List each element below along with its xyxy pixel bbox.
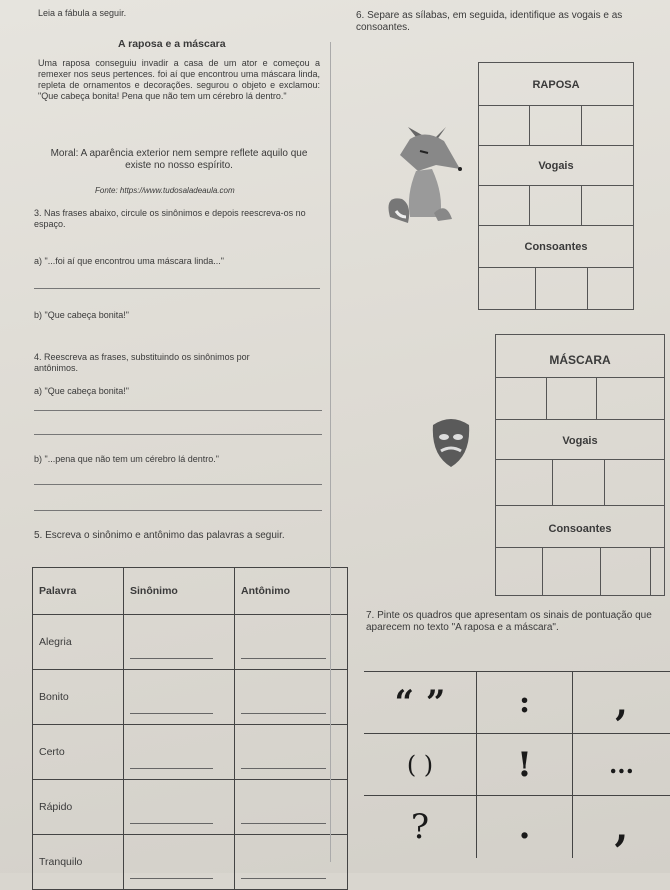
- header-synonym: Sinônimo: [124, 568, 235, 615]
- punctuation-grid: [364, 671, 670, 858]
- table-header-row: [33, 568, 348, 615]
- story-source: Fonte: https://www.tudosaladeaula.com: [95, 186, 235, 195]
- word-cell: Alegria: [33, 615, 124, 670]
- story-text: Uma raposa conseguiu invadir a casa de um ator e começou a remexer nos seus pertences. foi aí que encontrou uma máscara linda, repleta de ornamentos e decorações. segurou o objeto e exclamou: "Que cabeça bonita! Pena que não tem um cérebro lá dentro.": [38, 58, 320, 101]
- word-cell: Certo: [33, 725, 124, 780]
- consonants-label: Consoantes: [548, 523, 612, 535]
- punct-cell-question[interactable]: ?: [364, 796, 477, 858]
- table-row: [33, 725, 348, 780]
- table-row: [33, 670, 348, 725]
- synonym-blank[interactable]: [124, 780, 235, 835]
- punct-cell-period[interactable]: .: [477, 796, 573, 858]
- question-3a: a) "...foi aí que encontrou uma máscara linda...": [34, 256, 224, 266]
- answer-line: [34, 484, 322, 485]
- punct-cell-quotes[interactable]: “ ”: [364, 672, 477, 734]
- word-cell: Bonito: [33, 670, 124, 725]
- table-row: [33, 780, 348, 835]
- word-raposa: RAPOSA: [532, 79, 580, 91]
- punct-cell-ellipsis[interactable]: ...: [573, 734, 670, 796]
- synonym-table: [32, 567, 348, 890]
- header-antonym: Antônimo: [235, 568, 348, 615]
- column-divider: [330, 42, 331, 862]
- answer-line: [34, 510, 322, 511]
- mask-illustration: [425, 415, 475, 470]
- question-5: 5. Escreva o sinônimo e antônimo das palavras a seguir.: [34, 530, 285, 541]
- answer-line: [34, 410, 322, 411]
- synonym-blank[interactable]: [124, 725, 235, 780]
- fox-illustration: [386, 125, 466, 235]
- table-row: [33, 615, 348, 670]
- vowels-label: Vogais: [538, 160, 574, 172]
- word-cell: Tranquilo: [33, 835, 124, 890]
- punct-cell-exclamation[interactable]: !: [477, 734, 573, 796]
- synonym-blank[interactable]: [124, 615, 235, 670]
- word-cell: Rápido: [33, 780, 124, 835]
- question-6: 6. Separe as sílabas, em seguida, identifique as vogais e as consoantes.: [356, 10, 623, 33]
- answer-line: [34, 288, 320, 289]
- story-moral: Moral: A aparência exterior nem sempre reflete aquilo que existe no nosso espírito.: [50, 148, 308, 171]
- syllable-box-raposa: [478, 62, 634, 310]
- question-7: 7. Pinte os quadros que apresentam os sinais de pontuação que aparecem no texto "A raposa e a máscara".: [366, 610, 652, 633]
- question-4a: a) "Que cabeça bonita!": [34, 386, 129, 396]
- instruction-read: Leia a fábula a seguir.: [38, 8, 127, 18]
- punct-cell-comma-2[interactable]: ,: [614, 803, 629, 851]
- question-4: 4. Reescreva as frases, substituindo os sinônimos por antônimos.: [34, 352, 250, 373]
- word-mascara: MÁSCARA: [549, 353, 611, 367]
- story-title: A raposa e a máscara: [118, 38, 226, 50]
- answer-line: [34, 434, 322, 435]
- synonym-blank[interactable]: [124, 670, 235, 725]
- header-word: Palavra: [33, 568, 124, 615]
- question-3b: b) "Que cabeça bonita!": [34, 310, 129, 320]
- punct-cell-comma[interactable]: ,: [573, 672, 670, 734]
- question-3: 3. Nas frases abaixo, circule os sinônimos e depois reescreva-os no espaço.: [34, 208, 306, 229]
- vowels-label: Vogais: [562, 435, 598, 447]
- punct-cell-parentheses[interactable]: ( ): [364, 734, 477, 796]
- table-row: [33, 835, 348, 890]
- synonym-blank[interactable]: [124, 835, 235, 890]
- punct-cell-colon[interactable]: :: [477, 672, 573, 734]
- syllable-box-mascara: [495, 334, 665, 596]
- question-4b: b) "...pena que não tem um cérebro lá dentro.": [34, 454, 219, 464]
- consonants-label: Consoantes: [524, 241, 588, 253]
